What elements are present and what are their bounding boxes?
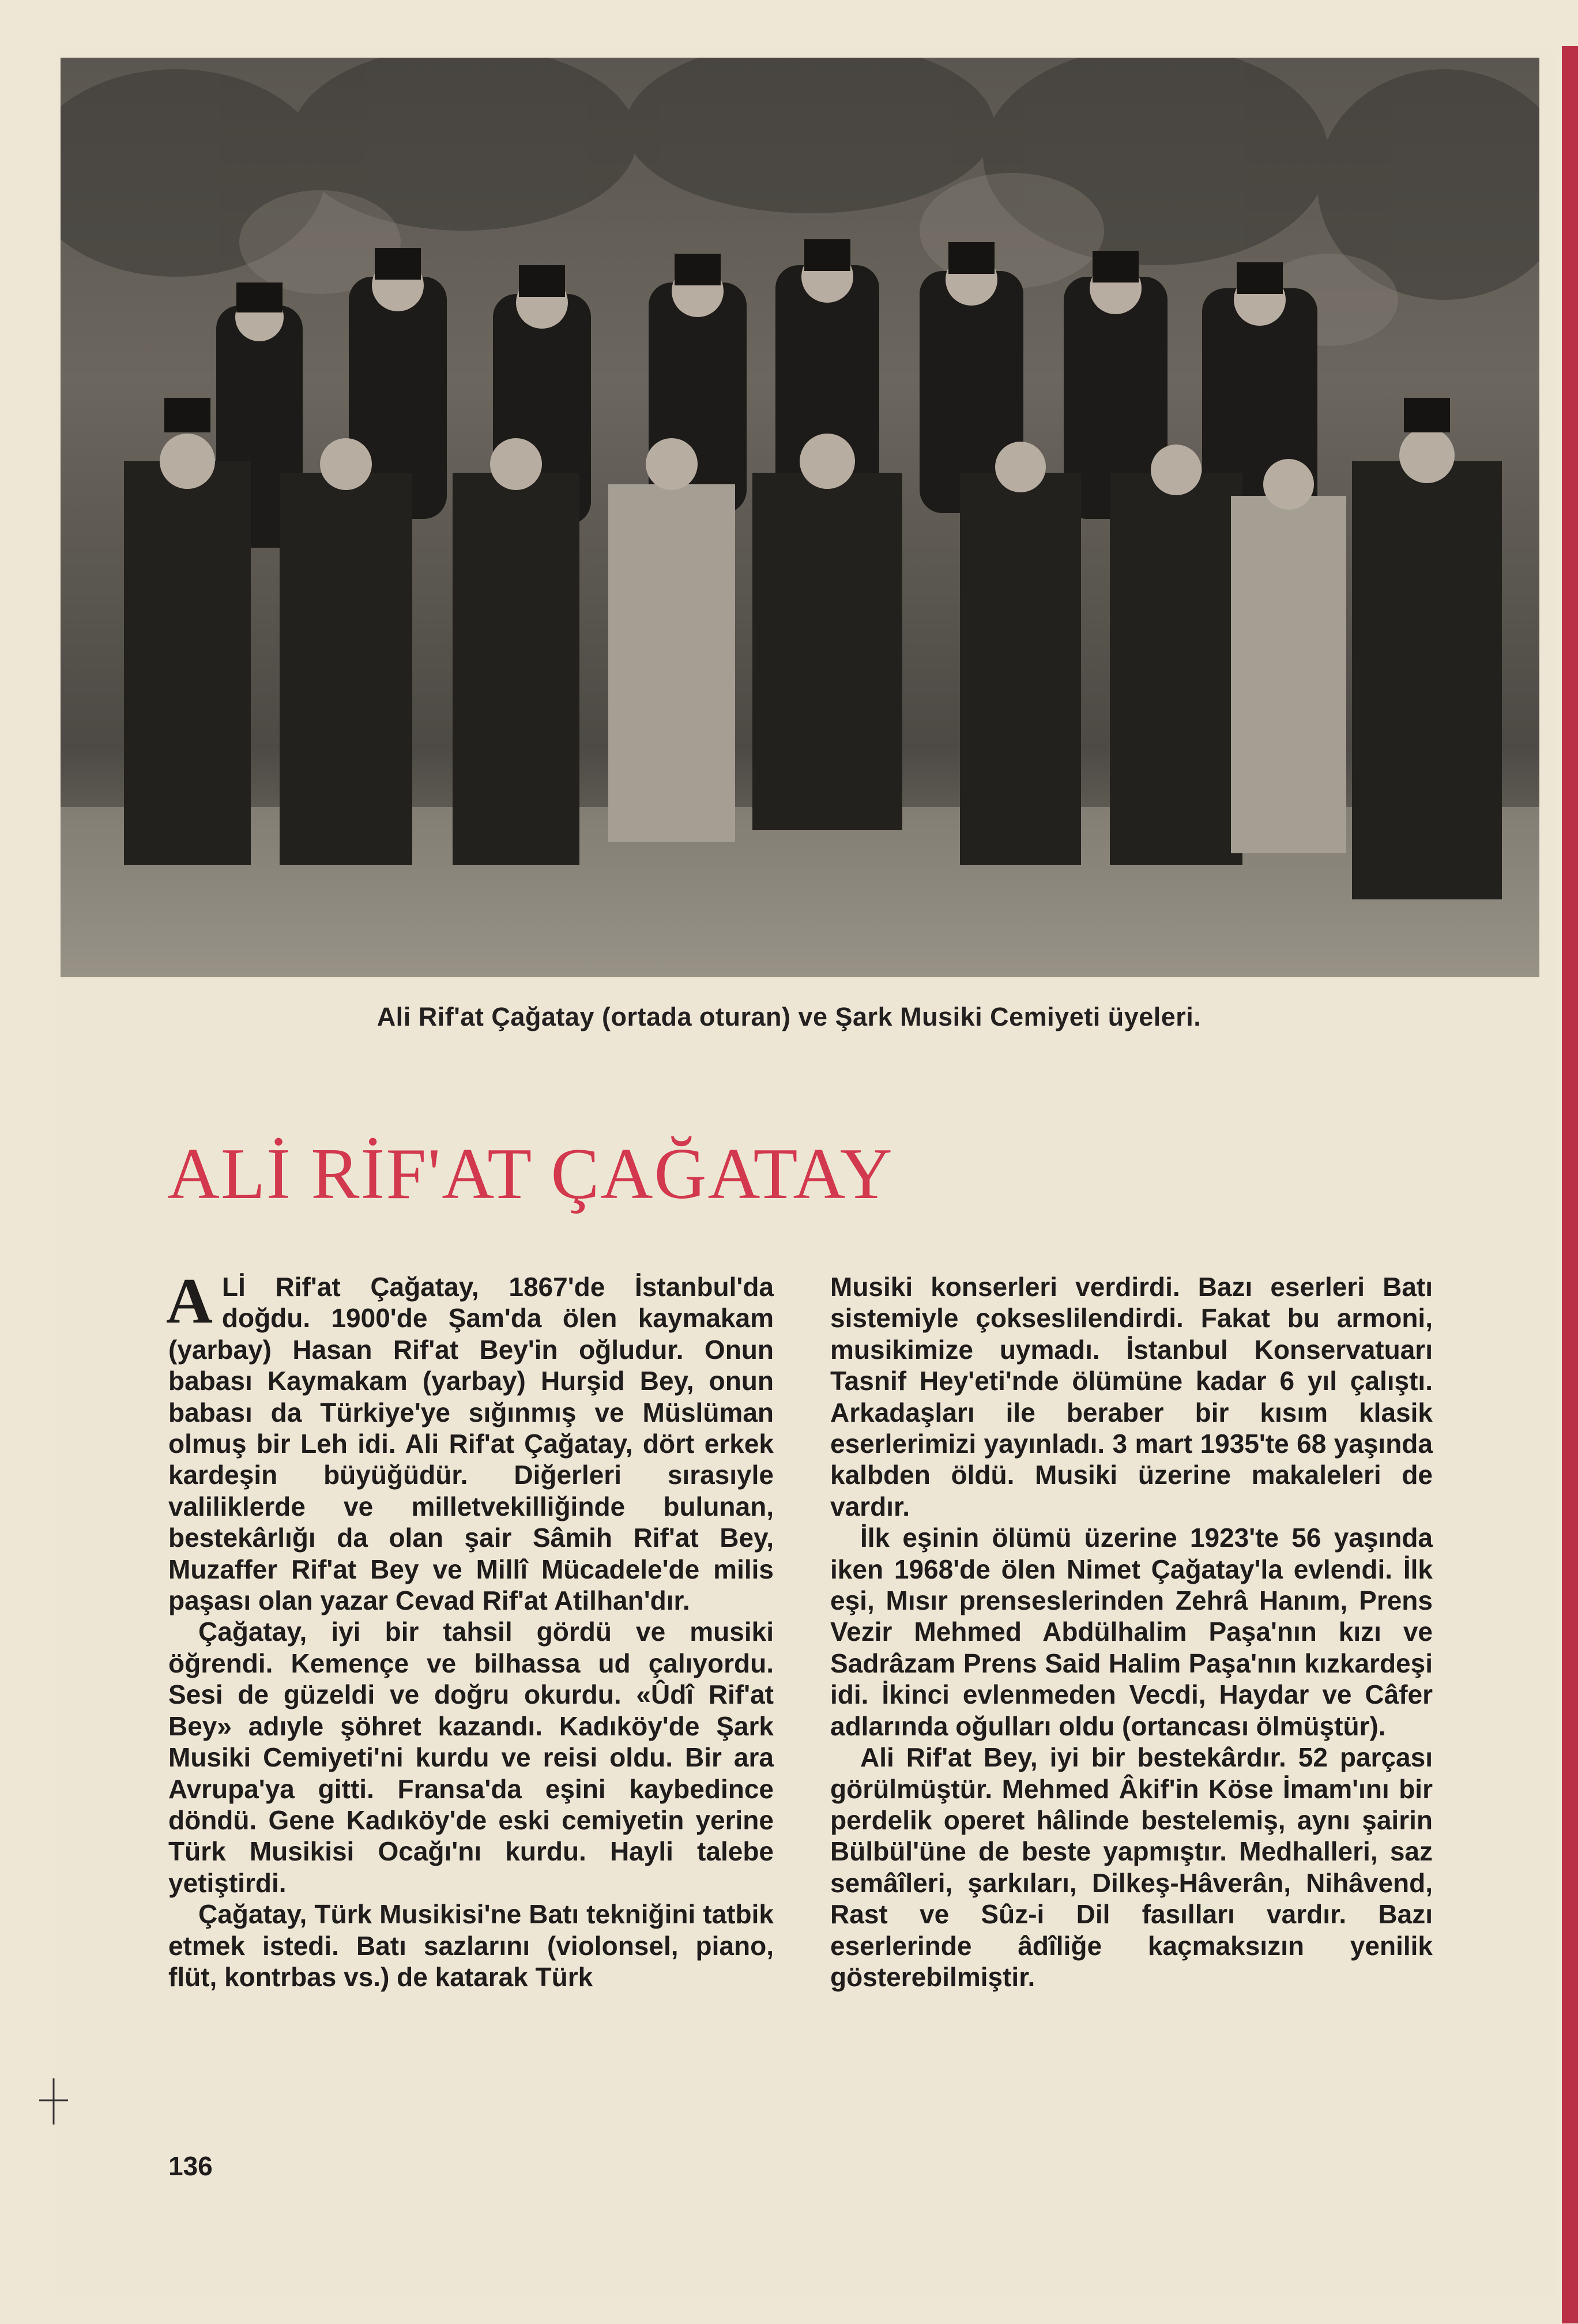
drop-cap: A xyxy=(166,1265,213,1337)
article-title: ALİ RİF'AT ÇAĞATAY xyxy=(167,1134,894,1214)
page-edge-strip xyxy=(1562,46,1578,2323)
paragraph-3: Çağatay, Türk Musikisi'ne Batı tekniğini tatbik etmek istedi. Batı sazlarını (violonsel, piano, flüt, kontrbas vs.) de katarak Türk xyxy=(168,1899,774,1992)
group-photo xyxy=(61,58,1539,977)
paragraph-6: Ali Rif'at Bey, iyi bir bestekârdır. 52 parçası görülmüştür. Mehmed Âkif'in Köse İmam'ını bir perdelik operet hâlinde bestelemiş, aynı şairin Bülbül'üne de beste yapmıştır. Medhalleri, saz semâîleri, şarkıları, Dilkeş-Hâverân, Nihâvend, Rast ve Sûz-i Dil fasılları vardır. Bazı eserlerinde âdîliğe kaçmaksızın yenilik gösterebilmiştir. xyxy=(830,1742,1433,1992)
crop-mark-icon xyxy=(39,2078,68,2125)
right-column xyxy=(830,1271,1433,1992)
group-photo-image xyxy=(61,58,1539,977)
paragraph-4: Musiki konserleri verdirdi. Bazı eserleri Batı sistemiyle çokseslilendirdi. Fakat bu armoni, musikimize uymadı. İstanbul Konservatuarı Tasnif Hey'eti'nde ölümüne kadar 6 yıl çalıştı. Arkadaşları ile beraber bir kısım klasik eserlerimizi yayınladı. 3 mart 1935'te 68 yaşında kalbden öldü. Musiki üzerine makaleleri de vardır. xyxy=(830,1272,1433,1521)
left-column xyxy=(166,1265,774,1992)
paragraph-1 xyxy=(166,1265,774,1616)
paragraph-2: Çağatay, iyi bir tahsil gördü ve musiki öğrendi. Kemençe ve bilhassa ud çalıyordu. Sesi de güzeldi ve doğru okurdu. «Ûdî Rif'at Bey» adıyle şöhret kazandı. Kadıköy'de Şark Musiki Cemiyeti'ni kurdu ve reisi oldu. Bir ara Avrupa'ya gitti. Fransa'da eşini kaybedince döndü. Gene Kadıköy'de eski cemiyetin yerine Türk Musikisi Ocağı'nı kurdu. Hayli talebe yetiştirdi. xyxy=(168,1617,774,1898)
page-number: 136 xyxy=(168,2151,213,2181)
paragraph-1-text: Lİ Rif'at Çağatay, 1867'de İstanbul'da doğdu. 1900'de Şam'da ölen kaymakam (yarbay) Hasan Rif'at Bey'in oğludur. Onun babası Kaymakam (yarbay) Hurşid Bey, onun babası da Türkiye'ye sığınmış ve Müslüman olmuş bir Leh idi. Ali Rif'at Çağatay, dört erkek kardeşin büyüğüdür. Diğerleri sırasıyle valiliklerde ve milletvekilliğinde bulunan, bestekârlığı da olan şair Sâmih Rif'at Bey, Muzaffer Rif'at Bey ve Millî Mücadele'de milis paşası olan yazar Cevad Rif'at Atilhan'dır. xyxy=(168,1272,774,1616)
paragraph-5: İlk eşinin ölümü üzerine 1923'te 56 yaşında iken 1968'de ölen Nimet Çağatay'la evlendi. İlk eşi, Mısır prenseslerinden Zehrâ Hanım, Prens Vezir Mehmed Abdülhalim Paşa'nın kızı ve Sadrâzam Prens Said Halim Paşa'nın kızkardeşi idi. İkinci evlenmeden Vecdi, Haydar ve Câfer adlarında oğulları oldu (ortancası ölmüştür). xyxy=(830,1523,1433,1741)
photo-caption: Ali Rif'at Çağatay (ortada oturan) ve Şark Musiki Cemiyeti üyeleri. xyxy=(376,1002,1202,1031)
